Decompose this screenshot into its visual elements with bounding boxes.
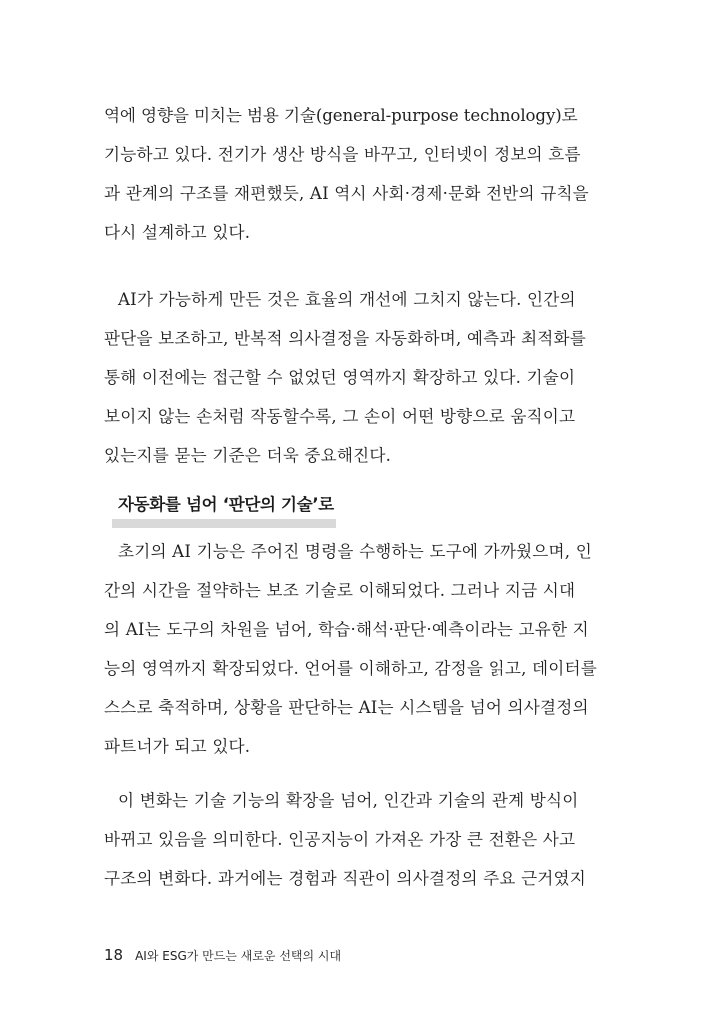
text-line: AI가 가능하게 만든 것은 효율의 개선에 그치지 않는다. 인간의 [118, 290, 576, 309]
text-line: 기능하고 있다. 전기가 생산 방식을 바꾸고, 인터넷이 정보의 흐름 [104, 145, 581, 164]
paragraph-2 [104, 280, 619, 475]
text-line: 바뀌고 있음을 의미한다. 인공지능이 가져온 가장 큰 전환은 사고 [104, 830, 576, 849]
paragraph-3 [104, 532, 619, 766]
text-line: 간의 시간을 절약하는 보조 기술로 이해되었다. 그러나 지금 시대 [104, 581, 576, 600]
text-line: 다시 설계하고 있다. [104, 223, 251, 242]
heading-highlight [112, 519, 336, 528]
text-line: 역에 영향을 미치는 범용 기술(general-purpose technology)로 [104, 106, 578, 125]
page-footer [104, 946, 341, 964]
text-line: 능의 영역까지 확장되었다. 언어를 이해하고, 감정을 읽고, 데이터를 [104, 659, 597, 678]
text-line: 초기의 AI 기능은 주어진 명령을 수행하는 도구에 가까웠으며, 인 [118, 542, 592, 561]
text-line: 의 AI는 도구의 차원을 넘어, 학습·해석·판단·예측이라는 고유한 지 [104, 620, 589, 639]
text-line: 보이지 않는 손처럼 작동할수록, 그 손이 어떤 방향으로 움직이고 [104, 407, 576, 426]
section-heading: 자동화를 넘어 ‘판단의 기술’로 [118, 495, 334, 514]
text-line: 파트너가 되고 있다. [104, 737, 251, 756]
text-line: 이 변화는 기술 기능의 확장을 넘어, 인간과 기술의 관계 방식이 [118, 791, 579, 810]
text-line: 구조의 변화다. 과거에는 경험과 직관이 의사결정의 주요 근거였지 [104, 869, 586, 888]
paragraph-1 [104, 96, 619, 252]
page-number: 18 [104, 946, 124, 964]
text-line: 통해 이전에는 접근할 수 없었던 영역까지 확장하고 있다. 기술이 [104, 368, 576, 387]
running-title: AI와 ESG가 만드는 새로운 선택의 시대 [135, 949, 342, 963]
text-line: 있는지를 묻는 기준은 더욱 중요해진다. [104, 446, 392, 465]
text-line: 스스로 축적하며, 상황을 판단하는 AI는 시스템을 넘어 의사결정의 [104, 698, 589, 717]
paragraph-4 [104, 781, 619, 898]
text-line: 판단을 보조하고, 반복적 의사결정을 자동화하며, 예측과 최적화를 [104, 329, 586, 348]
text-line: 과 관계의 구조를 재편했듯, AI 역시 사회·경제·문화 전반의 규칙을 [104, 184, 589, 203]
